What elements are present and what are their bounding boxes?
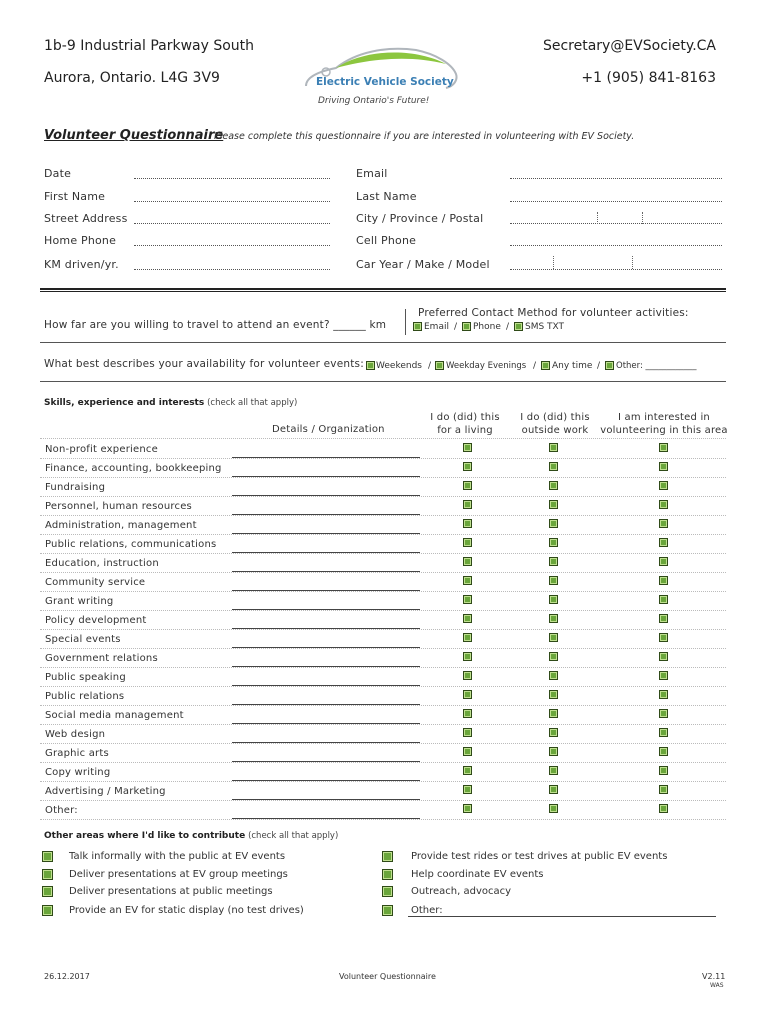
skill-interest-checkbox[interactable] bbox=[659, 538, 668, 547]
skill-row bbox=[40, 706, 726, 725]
skill-details-field[interactable] bbox=[232, 647, 420, 648]
other-area-item: Other: bbox=[411, 905, 443, 916]
availability-weekends-checkbox[interactable] bbox=[366, 361, 375, 370]
skill-interest-checkbox[interactable] bbox=[659, 804, 668, 813]
tagline: Driving Ontario's Future! bbox=[318, 96, 430, 106]
skills-heading-text: Skills, experience and interests bbox=[44, 398, 205, 408]
contact-method-heading: Preferred Contact Method for volunteer activities: bbox=[418, 307, 689, 319]
skill-living-checkbox[interactable] bbox=[463, 766, 472, 775]
skill-interest-checkbox[interactable] bbox=[659, 728, 668, 737]
other-area-checkbox[interactable] bbox=[42, 886, 53, 897]
skill-outside-checkbox[interactable] bbox=[549, 690, 558, 699]
skill-outside-checkbox[interactable] bbox=[549, 652, 558, 661]
skill-living-checkbox[interactable] bbox=[463, 519, 472, 528]
date-field[interactable] bbox=[134, 178, 330, 179]
availability-any-time-checkbox[interactable] bbox=[541, 361, 550, 370]
skill-name: Government relations bbox=[45, 653, 158, 664]
section-divider bbox=[40, 342, 726, 343]
skill-name: Social media management bbox=[45, 710, 184, 721]
contact-divider bbox=[405, 309, 406, 335]
skill-details-field[interactable] bbox=[232, 799, 420, 800]
footer-date: 26.12.2017 bbox=[44, 972, 90, 981]
availability-other-checkbox[interactable] bbox=[605, 361, 614, 370]
field-divider bbox=[632, 256, 633, 269]
skill-outside-checkbox[interactable] bbox=[549, 557, 558, 566]
skill-details-field[interactable] bbox=[232, 704, 420, 705]
skill-outside-checkbox[interactable] bbox=[549, 519, 558, 528]
other-areas-heading bbox=[44, 831, 338, 841]
skill-row bbox=[40, 573, 726, 592]
contact-phone: +1 (905) 841-8163 bbox=[581, 70, 716, 86]
skill-details-field[interactable] bbox=[232, 514, 420, 515]
skill-name: Advertising / Marketing bbox=[45, 786, 166, 797]
availability-weekends-label: Weekends bbox=[376, 361, 422, 371]
skill-row bbox=[40, 763, 726, 782]
skill-outside-checkbox[interactable] bbox=[549, 462, 558, 471]
skill-living-checkbox[interactable] bbox=[463, 481, 472, 490]
col-interest-header-line2: volunteering in this area bbox=[600, 425, 728, 436]
other-area-checkbox[interactable] bbox=[382, 886, 393, 897]
skill-name: Web design bbox=[45, 729, 106, 740]
city-province-postal-label: City / Province / Postal bbox=[356, 212, 484, 225]
section-divider bbox=[40, 288, 726, 292]
skill-row bbox=[40, 611, 726, 630]
skill-name: Public relations bbox=[45, 691, 125, 702]
skill-living-checkbox[interactable] bbox=[463, 443, 472, 452]
skill-outside-checkbox[interactable] bbox=[549, 785, 558, 794]
travel-distance-question: How far are you willing to travel to attend an event? ______ km bbox=[44, 319, 387, 331]
other-area-item: Outreach, advocacy bbox=[411, 886, 512, 897]
skill-name: Graphic arts bbox=[45, 748, 109, 759]
skill-interest-checkbox[interactable] bbox=[659, 633, 668, 642]
skill-interest-checkbox[interactable] bbox=[659, 747, 668, 756]
other-area-item: Help coordinate EV events bbox=[411, 869, 544, 880]
home-phone-label: Home Phone bbox=[44, 234, 117, 247]
skill-living-checkbox[interactable] bbox=[463, 462, 472, 471]
skill-interest-checkbox[interactable] bbox=[659, 519, 668, 528]
email-field[interactable] bbox=[510, 178, 722, 179]
skill-interest-checkbox[interactable] bbox=[659, 671, 668, 680]
cell-phone-field[interactable] bbox=[510, 245, 722, 246]
skill-row bbox=[40, 668, 726, 687]
skill-details-field[interactable] bbox=[232, 609, 420, 610]
km-driven-field[interactable] bbox=[134, 269, 330, 270]
last-name-field[interactable] bbox=[510, 201, 722, 202]
skill-interest-checkbox[interactable] bbox=[659, 652, 668, 661]
skill-name: Administration, management bbox=[45, 520, 197, 531]
skill-interest-checkbox[interactable] bbox=[659, 785, 668, 794]
skill-name: Policy development bbox=[45, 615, 147, 626]
availability-any-time-label: Any time bbox=[552, 361, 593, 371]
skill-details-field[interactable] bbox=[232, 457, 420, 458]
contact-phone-label: Phone bbox=[473, 322, 501, 332]
skill-interest-checkbox[interactable] bbox=[659, 481, 668, 490]
skill-name: Personnel, human resources bbox=[45, 501, 192, 512]
intro-text: Please complete this questionnaire if you are interested in volunteering with EV Society. bbox=[214, 131, 635, 142]
availability-weekday-evenings-checkbox[interactable] bbox=[435, 361, 444, 370]
skill-name: Public speaking bbox=[45, 672, 126, 683]
other-area-checkbox[interactable] bbox=[42, 869, 53, 880]
other-area-checkbox[interactable] bbox=[42, 905, 53, 916]
skill-name: Finance, accounting, bookkeeping bbox=[45, 463, 222, 474]
contact-email: Secretary@EVSociety.CA bbox=[542, 38, 716, 54]
first-name-field[interactable] bbox=[134, 201, 330, 202]
contact-sms-label: SMS TXT bbox=[525, 322, 565, 332]
col-outside-header bbox=[508, 411, 602, 437]
skill-interest-checkbox[interactable] bbox=[659, 500, 668, 509]
skill-living-checkbox[interactable] bbox=[463, 576, 472, 585]
skill-living-checkbox[interactable] bbox=[463, 728, 472, 737]
skills-heading-note: (check all that apply) bbox=[207, 398, 298, 408]
field-divider bbox=[642, 212, 643, 224]
separator-slash: / bbox=[597, 361, 601, 371]
skill-outside-checkbox[interactable] bbox=[549, 728, 558, 737]
skill-interest-checkbox[interactable] bbox=[659, 709, 668, 718]
skill-living-checkbox[interactable] bbox=[463, 709, 472, 718]
skill-interest-checkbox[interactable] bbox=[659, 443, 668, 452]
other-areas-heading-note: (check all that apply) bbox=[248, 831, 339, 841]
skill-living-checkbox[interactable] bbox=[463, 785, 472, 794]
skill-outside-checkbox[interactable] bbox=[549, 443, 558, 452]
skill-living-checkbox[interactable] bbox=[463, 557, 472, 566]
logo bbox=[296, 38, 462, 94]
skill-interest-checkbox[interactable] bbox=[659, 766, 668, 775]
section-divider bbox=[40, 381, 726, 382]
cell-phone-label: Cell Phone bbox=[356, 234, 417, 247]
skill-outside-checkbox[interactable] bbox=[549, 804, 558, 813]
footer-version: V2.11 bbox=[702, 972, 726, 981]
skill-living-checkbox[interactable] bbox=[463, 614, 472, 623]
skill-row bbox=[40, 478, 726, 497]
skill-living-checkbox[interactable] bbox=[463, 671, 472, 680]
skill-details-field[interactable] bbox=[232, 590, 420, 591]
skill-outside-checkbox[interactable] bbox=[549, 633, 558, 642]
other-area-item: Talk informally with the public at EV events bbox=[69, 851, 286, 862]
skill-row bbox=[40, 592, 726, 611]
skill-row bbox=[40, 630, 726, 649]
skill-name: Education, instruction bbox=[45, 558, 159, 569]
other-area-checkbox[interactable] bbox=[382, 851, 393, 862]
skill-details-field[interactable] bbox=[232, 723, 420, 724]
skills-heading bbox=[44, 398, 297, 408]
skill-details-field[interactable] bbox=[232, 685, 420, 686]
footer-initials: WAS bbox=[710, 982, 724, 989]
skill-name: Copy writing bbox=[45, 767, 111, 778]
table-header-rule bbox=[40, 438, 726, 439]
home-phone-field[interactable] bbox=[134, 245, 330, 246]
other-area-checkbox[interactable] bbox=[42, 851, 53, 862]
availability-other-label: Other: ____________ bbox=[616, 361, 697, 371]
skill-details-field[interactable] bbox=[232, 666, 420, 667]
skill-details-field[interactable] bbox=[232, 780, 420, 781]
col-living-header-line2: for a living bbox=[437, 425, 493, 436]
contact-phone-checkbox[interactable] bbox=[462, 322, 471, 331]
other-areas-heading-text: Other areas where I'd like to contribute bbox=[44, 831, 246, 841]
skill-outside-checkbox[interactable] bbox=[549, 500, 558, 509]
skill-details-field[interactable] bbox=[232, 818, 420, 819]
skill-details-field[interactable] bbox=[232, 476, 420, 477]
other-area-checkbox[interactable] bbox=[382, 905, 393, 916]
street-address-label: Street Address bbox=[44, 212, 128, 225]
other-area-item: Deliver presentations at public meetings bbox=[69, 886, 273, 897]
skill-name: Non-profit experience bbox=[45, 444, 158, 455]
skill-row bbox=[40, 782, 726, 801]
car-year-make-model-label: Car Year / Make / Model bbox=[356, 258, 490, 271]
skill-row bbox=[40, 801, 726, 820]
skill-row bbox=[40, 459, 726, 478]
col-outside-header-line2: outside work bbox=[521, 425, 589, 436]
other-area-item: Deliver presentations at EV group meetings bbox=[69, 869, 288, 880]
other-area-item: Provide an EV for static display (no test drives) bbox=[69, 905, 304, 916]
skill-name: Other: bbox=[45, 805, 78, 816]
skill-outside-checkbox[interactable] bbox=[549, 595, 558, 604]
contact-email-checkbox[interactable] bbox=[413, 322, 422, 331]
skill-living-checkbox[interactable] bbox=[463, 804, 472, 813]
skill-living-checkbox[interactable] bbox=[463, 595, 472, 604]
availability-question: What best describes your availability for volunteer events: bbox=[44, 358, 364, 370]
skill-row bbox=[40, 535, 726, 554]
street-address-field[interactable] bbox=[134, 223, 330, 224]
skill-interest-checkbox[interactable] bbox=[659, 462, 668, 471]
skill-outside-checkbox[interactable] bbox=[549, 576, 558, 585]
page-title: Volunteer Questionnaire bbox=[44, 128, 224, 143]
skill-details-field[interactable] bbox=[232, 628, 420, 629]
other-area-checkbox[interactable] bbox=[382, 869, 393, 880]
other-area-item: Provide test rides or test drives at public EV events bbox=[411, 851, 668, 862]
skill-outside-checkbox[interactable] bbox=[549, 709, 558, 718]
skill-living-checkbox[interactable] bbox=[463, 747, 472, 756]
skill-outside-checkbox[interactable] bbox=[549, 671, 558, 680]
skill-interest-checkbox[interactable] bbox=[659, 690, 668, 699]
skill-details-field[interactable] bbox=[232, 761, 420, 762]
last-name-label: Last Name bbox=[356, 190, 417, 203]
car-year-make-model-field[interactable] bbox=[510, 269, 722, 270]
skill-details-field[interactable] bbox=[232, 495, 420, 496]
skill-row bbox=[40, 554, 726, 573]
skill-interest-checkbox[interactable] bbox=[659, 576, 668, 585]
contact-email-label: Email bbox=[424, 322, 449, 332]
skill-outside-checkbox[interactable] bbox=[549, 538, 558, 547]
field-divider bbox=[553, 256, 554, 269]
col-interest-header-line1: I am interested in bbox=[618, 412, 710, 423]
field-divider bbox=[597, 212, 598, 224]
skill-row bbox=[40, 497, 726, 516]
separator-slash: / bbox=[506, 322, 510, 332]
other-area-field[interactable] bbox=[408, 916, 716, 917]
skill-living-checkbox[interactable] bbox=[463, 690, 472, 699]
col-outside-header-line1: I do (did) this bbox=[520, 412, 590, 423]
separator-slash: / bbox=[533, 361, 537, 371]
skill-row bbox=[40, 516, 726, 535]
skill-living-checkbox[interactable] bbox=[463, 652, 472, 661]
skill-outside-checkbox[interactable] bbox=[549, 766, 558, 775]
city-province-postal-field[interactable] bbox=[510, 223, 722, 224]
skill-living-checkbox[interactable] bbox=[463, 500, 472, 509]
skill-details-field[interactable] bbox=[232, 742, 420, 743]
skill-details-field[interactable] bbox=[232, 533, 420, 534]
email-label: Email bbox=[356, 167, 388, 180]
col-living-header-line1: I do (did) this bbox=[430, 412, 500, 423]
skill-name: Community service bbox=[45, 577, 146, 588]
skill-details-field[interactable] bbox=[232, 571, 420, 572]
skill-details-field[interactable] bbox=[232, 552, 420, 553]
col-interest-header bbox=[600, 411, 728, 437]
logo-text: Electric Vehicle Society bbox=[316, 76, 454, 88]
col-details-header: Details / Organization bbox=[272, 424, 385, 435]
first-name-label: First Name bbox=[44, 190, 106, 203]
col-living-header bbox=[418, 411, 512, 437]
skill-row bbox=[40, 744, 726, 763]
skill-name: Special events bbox=[45, 634, 121, 645]
address-line-1: 1b-9 Industrial Parkway South bbox=[44, 38, 255, 54]
footer-title: Volunteer Questionnaire bbox=[339, 972, 436, 981]
contact-sms-checkbox[interactable] bbox=[514, 322, 523, 331]
date-label: Date bbox=[44, 167, 72, 180]
skill-row bbox=[40, 687, 726, 706]
skill-row bbox=[40, 725, 726, 744]
skill-outside-checkbox[interactable] bbox=[549, 747, 558, 756]
skill-interest-checkbox[interactable] bbox=[659, 557, 668, 566]
separator-slash: / bbox=[454, 322, 458, 332]
skill-name: Grant writing bbox=[45, 596, 114, 607]
skill-outside-checkbox[interactable] bbox=[549, 481, 558, 490]
skill-row bbox=[40, 649, 726, 668]
skill-living-checkbox[interactable] bbox=[463, 538, 472, 547]
skill-outside-checkbox[interactable] bbox=[549, 614, 558, 623]
km-driven-label: KM driven/yr. bbox=[44, 258, 119, 271]
skill-interest-checkbox[interactable] bbox=[659, 595, 668, 604]
address-line-2: Aurora, Ontario. L4G 3V9 bbox=[44, 70, 220, 86]
skill-name: Public relations, communications bbox=[45, 539, 217, 550]
separator-slash: / bbox=[428, 361, 432, 371]
skill-row bbox=[40, 440, 726, 459]
availability-weekday-evenings-label: Weekday Evenings bbox=[446, 361, 527, 371]
skill-name: Fundraising bbox=[45, 482, 106, 493]
skill-living-checkbox[interactable] bbox=[463, 633, 472, 642]
skill-interest-checkbox[interactable] bbox=[659, 614, 668, 623]
